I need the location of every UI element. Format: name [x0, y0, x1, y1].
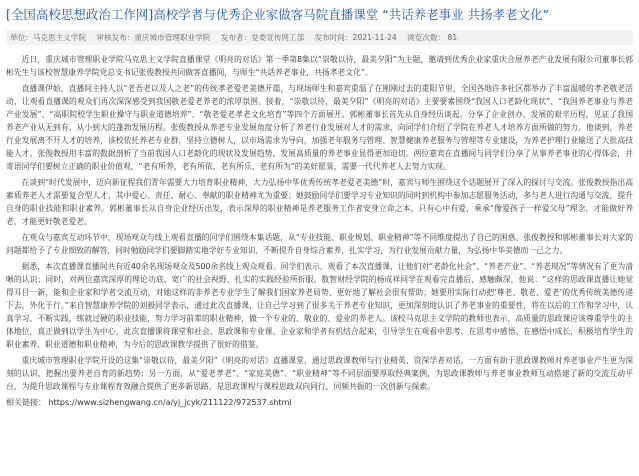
related-link-label: 相关链接：: [6, 398, 46, 407]
article-paragraph-4: 在观众与嘉宾互动环节中，现场观众与线上观看直播的同学们围绕本集话题，从“专业技能、职业规划、职业精神”等不同维度提出了自己的困惑。张俊教授和郭彬董事长对大家的问题都给予了专业细致的解答，同时勉励同学们要脚踏实地学好专业知识，不断提升自身综合素养，扎实学习，为行业发展贡献力量，为弘扬中华美德而一己之力。: [6, 233, 633, 255]
article-paragraph-1: 近日，重庆城市管理职业学院马克思主义学院直播课堂《明亮的对话》第一季第8集以“崇敬以待，最美夕阳”为主题，邀请到优秀企业家重庆合展养老产业发展有限公司董事长郭彬先生与该校智慧康养学院党总支书记张俊教授共同做客直播间，与师生“共话养老事业，共扬孝老文化”。: [6, 55, 633, 77]
meta-view-count: 浏览次数： 81: [407, 33, 458, 42]
article-title: [全国高校思想政治工作网]高校学者与优秀企业家做客马院直播课堂 “共话养老事业 共扬孝老文化”: [6, 7, 550, 22]
article-body: [6, 53, 633, 393]
related-link-line: [6, 397, 633, 409]
meta-reviewer: 审核发布：重庆城市管理职业学院: [96, 33, 211, 42]
article-meta-bar: [6, 30, 633, 45]
meta-unit: 单位：马克思主义学院: [10, 33, 86, 42]
article-paragraph-2: 直播课伊始，直播间主持人以“老吾老以及人之老”的传统孝老爱老美德开篇，与现场师生和嘉宾重温了在刚刚过去的重阳节里，全国各地许多社区都举办了丰富温暖的孝老敬老活动，让观看直播课的观众们再次深深感受到我国敬老爱老养老的浓厚氛围。接着，“崇敬以待，最美夕阳”《明亮的对话》主要要素围绕“我国人口老龄化现状”、“我国养老事业与养老产业发展”、“高职院校学生职业操守与职业道德培养”、“敬老爱老孝老文化培育”等四个方面展开。郭彬董事长首先从自身经历谈起，分享了企业创办、发展的艰辛历程，见证了我国养老产业从无到有、从小到大的蓬勃发展历程。张俊教授从养老专业发展角度分析了养老行业发展对人才的需求，向同学们介绍了学院在养老人才培养方面所做的努力。他谈到，养老行业发展离不开人才的培养，该校依托养老专业群，坚持立德树人，以市场需求为导向，加强老年服务与管理、智慧健康养老服务与管理等专业建设，为养老护理行业输送了大批高技能人才。张俊教授用丰富的数据剖析了当前我国人口老龄化的现状及发展趋势，发展高质量的养老事业显得更加迫切。两位嘉宾在直播间与同学们分享了从事养老事业的心得体会，并寄语同学们要树立正确的职业价值观，“老有所养，老有所依，老有所乐，老有所为”的美好愿景，需要一代代养老人去努力实现。: [6, 84, 633, 171]
related-link[interactable]: https://www.sizhengwang.cn/a/yj_jcyk/211122/972537.shtml: [48, 398, 292, 407]
article-paragraph-3: 在谈到“时代发展中，迈向新征程我们青年需要大力培育职业精神，大力弘扬中华优秀传统孝老爱老美德”时，嘉宾与师生围绕这个话题展开了深入的探讨与交流。张俊教授指出高素质养老人才需要复合型人才，其中爱心、责任、耐心、奉献的职业精神尤为重要；她鼓励同学们要学习专业知识的同时到机构中参加志愿服务活动，多与老人进行沟通与交流，提升自身的职业技能和职业素养。郭彬董事长从自身企业经历出发，表示深厚的职业精神是养老服务工作者安身立命之本，只有心中有爱，乘承“像爱孩子一样爱父母”理念，才能做好养老，才能更好敬老爱老。: [6, 178, 633, 226]
article-paragraph-6: 重庆城市管理职业学院开设的这集“崇敬以待，最美夕阳”《明亮的对话》直播课堂，通过思政课教师与行业精英、资深学者对话，一方面有助于思政课教师对养老事业产生更为深刻的认识，把握出要养老自育的新趋势；另一方面，从“爱老孝老”、“家庭美德”、“职业精神”等不同层面要厚取经典案例，为思政课教师与养老事业教师互动搭建了新的交流互动平台，为提升思政课程与专业课程育效融合提供了更多新思路，是思政课程与课程思政双向同行，同频共振的一次创新与探索。: [6, 356, 633, 391]
meta-publish-time: 发布时间：2021-11-24: [314, 33, 397, 42]
meta-publisher: 发布者：党委宣传网工部: [220, 33, 305, 42]
article-paragraph-5: 据悉，本次直播课直播间共有近40余名现场观众及500余名线上观众观看。同学们表示，观看了本次直播课，让他们对“老龄化社会”、“养老产业”、“养老现况”等情况有了更为清晰的认识；同时，对两位嘉宾深厚的理论功底、宽广的社会视野、扎实的实践经验所折服。数智财经学院的杨成祥同学在观看完直播后，感触颇深，他说：“这样的思政课直播让她觉得耳目一新，能和企业家和学者交流互动，对她这样的非养老专业学生了解我们国家养老局势、更好地了解社会很有帮助；她要用实际行动把‘尊老、敬老、爱老’的优秀传统美德传递下去，外化于行。”来自智慧康养学院的刘毅同学表示，通过此次直播课，让自己学习到了很多关于养老专业知识，更加深刻地认识了养老事业的重要性，将在以后的工作和学习中，认真学习、不断实践，练就过硬的职业技能，努力学习前辈的职业精神，做一个专业的、敬业的、爱业的养老人。该校马克思主义学院的教师也表示，高质量的思政课应该尊重学生的主体地位，真正做到以学生为中心，此次直播课将课堂和社会、思政课和专业课、企业家和学者有机结合起来，引导学生在观看中思考、在思考中感悟、在感悟中成长，积极培育学生的职业素养、职业道德和职业精神，为今后的思政课教学提供了很好的借鉴。: [6, 262, 633, 349]
